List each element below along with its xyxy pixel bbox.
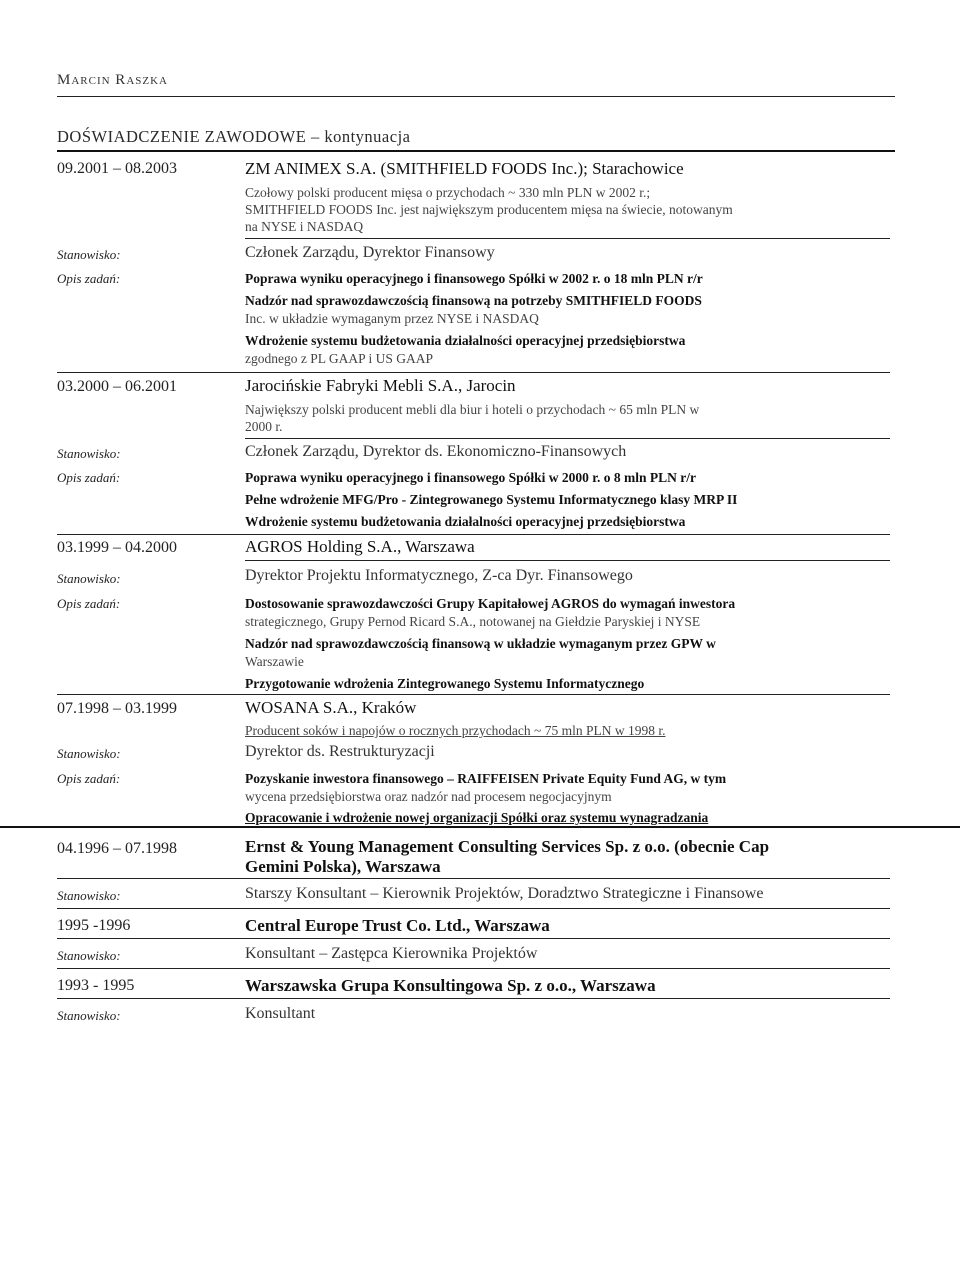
entry-2-position-label: Stanowisko: (57, 446, 121, 461)
entry-2-rule (57, 534, 890, 535)
entry-2-dates: 03.2000 – 06.2001 (57, 378, 177, 395)
entry-1-task-2b: Inc. w układzie wymaganym przez NYSE i NASDAQ (245, 311, 539, 326)
entry-6-position-label: Stanowisko: (57, 948, 121, 963)
entry-1-task-3b: zgodnego z PL GAAP i US GAAP (245, 351, 433, 366)
entry-1-desc-line2: SMITHFIELD FOODS Inc. jest największym producentem mięsa na świecie, notowanym (245, 202, 733, 217)
entry-3-dates: 03.1999 – 04.2000 (57, 539, 177, 556)
entry-1-position: Członek Zarządu, Dyrektor Finansowy (245, 244, 495, 261)
entry-3-rule (57, 694, 890, 695)
entry-4-company: WOSANA S.A., Kraków (245, 698, 417, 717)
entry-1-task-1: Poprawa wyniku operacyjnego i finansowego Spółki w 2002 r. o 18 mln PLN r/r (245, 271, 703, 286)
entry-3-company: AGROS Holding S.A., Warszawa (245, 537, 475, 556)
entry-3-tasks-label: Opis zadań: (57, 596, 121, 611)
entry-2-desc-line2: 2000 r. (245, 419, 283, 434)
entry-2-task-3: Wdrożenie systemu budżetowania działalności operacyjnej przedsiębiorstwa (245, 514, 686, 529)
entry-3-position-label: Stanowisko: (57, 571, 121, 586)
entry-4-desc-line1: Producent soków i napojów o rocznych przychodach ~ 75 mln PLN w 1998 r. (245, 723, 666, 738)
entry-2-desc-line1: Największy polski producent mebli dla biur i hoteli o przychodach ~ 65 mln PLN w (245, 402, 700, 417)
entry-1-position-label: Stanowisko: (57, 247, 121, 262)
entry-1-desc-line3: na NYSE i NASDAQ (245, 219, 364, 234)
entry-1-desc-rule (245, 238, 890, 239)
entry-2-desc-rule (245, 438, 890, 439)
entry-2-task-1: Poprawa wyniku operacyjnego i finansowego Spółki w 2000 r. o 8 mln PLN r/r (245, 470, 697, 485)
entry-3-task-2a: Nadzór nad sprawozdawczością finansową w układzie wymaganym przez GPW w (245, 636, 716, 651)
section-title: DOŚWIADCZENIE ZAWODOWE – kontynuacja (57, 127, 411, 146)
entry-7-dates: 1993 - 1995 (57, 977, 135, 994)
entry-4-dates: 07.1998 – 03.1999 (57, 700, 177, 717)
entry-7-company-rule (57, 998, 890, 999)
entry-3-company-rule (245, 560, 890, 561)
entry-1-desc-line1: Czołowy polski producent mięsa o przychodach ~ 330 mln PLN w 2002 r.; (245, 185, 651, 200)
entry-1-tasks-label: Opis zadań: (57, 271, 121, 286)
entry-4-position: Dyrektor ds. Restrukturyzacji (245, 743, 435, 760)
entry-1-task-2a: Nadzór nad sprawozdawczością finansową na potrzeby SMITHFIELD FOODS (245, 293, 702, 308)
entry-4-task-1b: wycena przedsiębiorstwa oraz nadzór nad procesem negocjacyjnym (245, 789, 612, 804)
entry-3-task-2b: Warszawie (245, 654, 304, 669)
entry-4-position-label: Stanowisko: (57, 746, 121, 761)
entry-4-task-2: Opracowanie i wdrożenie nowej organizacji Spółki oraz systemu wynagradzania (245, 810, 709, 825)
entry-7-company: Warszawska Grupa Konsultingowa Sp. z o.o., Warszawa (245, 976, 656, 995)
entry-1-task-3a: Wdrożenie systemu budżetowania działalności operacyjnej przedsiębiorstwa (245, 333, 686, 348)
author-name: Marcin Raszka (57, 72, 168, 88)
entry-4-tasks-label: Opis zadań: (57, 771, 121, 786)
entry-3-task-1a: Dostosowanie sprawozdawczości Grupy Kapitałowej AGROS do wymagań inwestora (245, 596, 736, 611)
entry-5-rule (57, 908, 890, 909)
entry-6-company-rule (57, 938, 890, 939)
entry-2-tasks-label: Opis zadań: (57, 470, 121, 485)
entry-5-position: Starszy Konsultant – Kierownik Projektów, Doradztwo Strategiczne i Finansowe (245, 885, 764, 902)
entry-1-company: ZM ANIMEX S.A. (SMITHFIELD FOODS Inc.); Starachowice (245, 159, 684, 178)
entry-4-rule (0, 826, 960, 828)
entry-5-position-label: Stanowisko: (57, 888, 121, 903)
entry-1-rule (57, 372, 890, 373)
entry-5-company-line2: Gemini Polska), Warszawa (245, 857, 441, 876)
entry-7-position-label: Stanowisko: (57, 1008, 121, 1023)
section-rule (57, 150, 895, 152)
entry-5-company-line1: Ernst & Young Management Consulting Services Sp. z o.o. (obecnie Cap (245, 837, 770, 856)
entry-2-position: Członek Zarządu, Dyrektor ds. Ekonomiczno-Finansowych (245, 443, 627, 460)
entry-3-task-1b: strategicznego, Grupy Pernod Ricard S.A., notowanej na Giełdzie Paryskiej i NYSE (245, 614, 701, 629)
entry-6-position: Konsultant – Zastępca Kierownika Projektów (245, 945, 538, 962)
entry-3-task-3: Przygotowanie wdrożenia Zintegrowanego Systemu Informatycznego (245, 676, 645, 691)
entry-6-rule (57, 968, 890, 969)
entry-2-company: Jarocińskie Fabryki Mebli S.A., Jarocin (245, 376, 516, 395)
entry-4-task-1a: Pozyskanie inwestora finansowego – RAIFFEISEN Private Equity Fund AG, w tym (245, 771, 727, 786)
entry-6-company: Central Europe Trust Co. Ltd., Warszawa (245, 916, 550, 935)
entry-6-dates: 1995 -1996 (57, 917, 131, 934)
entry-5-company-rule (57, 878, 890, 879)
entry-7-position: Konsultant (245, 1005, 316, 1022)
entry-1-dates: 09.2001 – 08.2003 (57, 160, 177, 177)
entry-5-dates: 04.1996 – 07.1998 (57, 840, 177, 857)
header-rule (57, 96, 895, 97)
entry-2-task-2: Pełne wdrożenie MFG/Pro - Zintegrowanego Systemu Informatycznego klasy MRP II (245, 492, 738, 507)
entry-3-position: Dyrektor Projektu Informatycznego, Z-ca Dyr. Finansowego (245, 567, 633, 584)
